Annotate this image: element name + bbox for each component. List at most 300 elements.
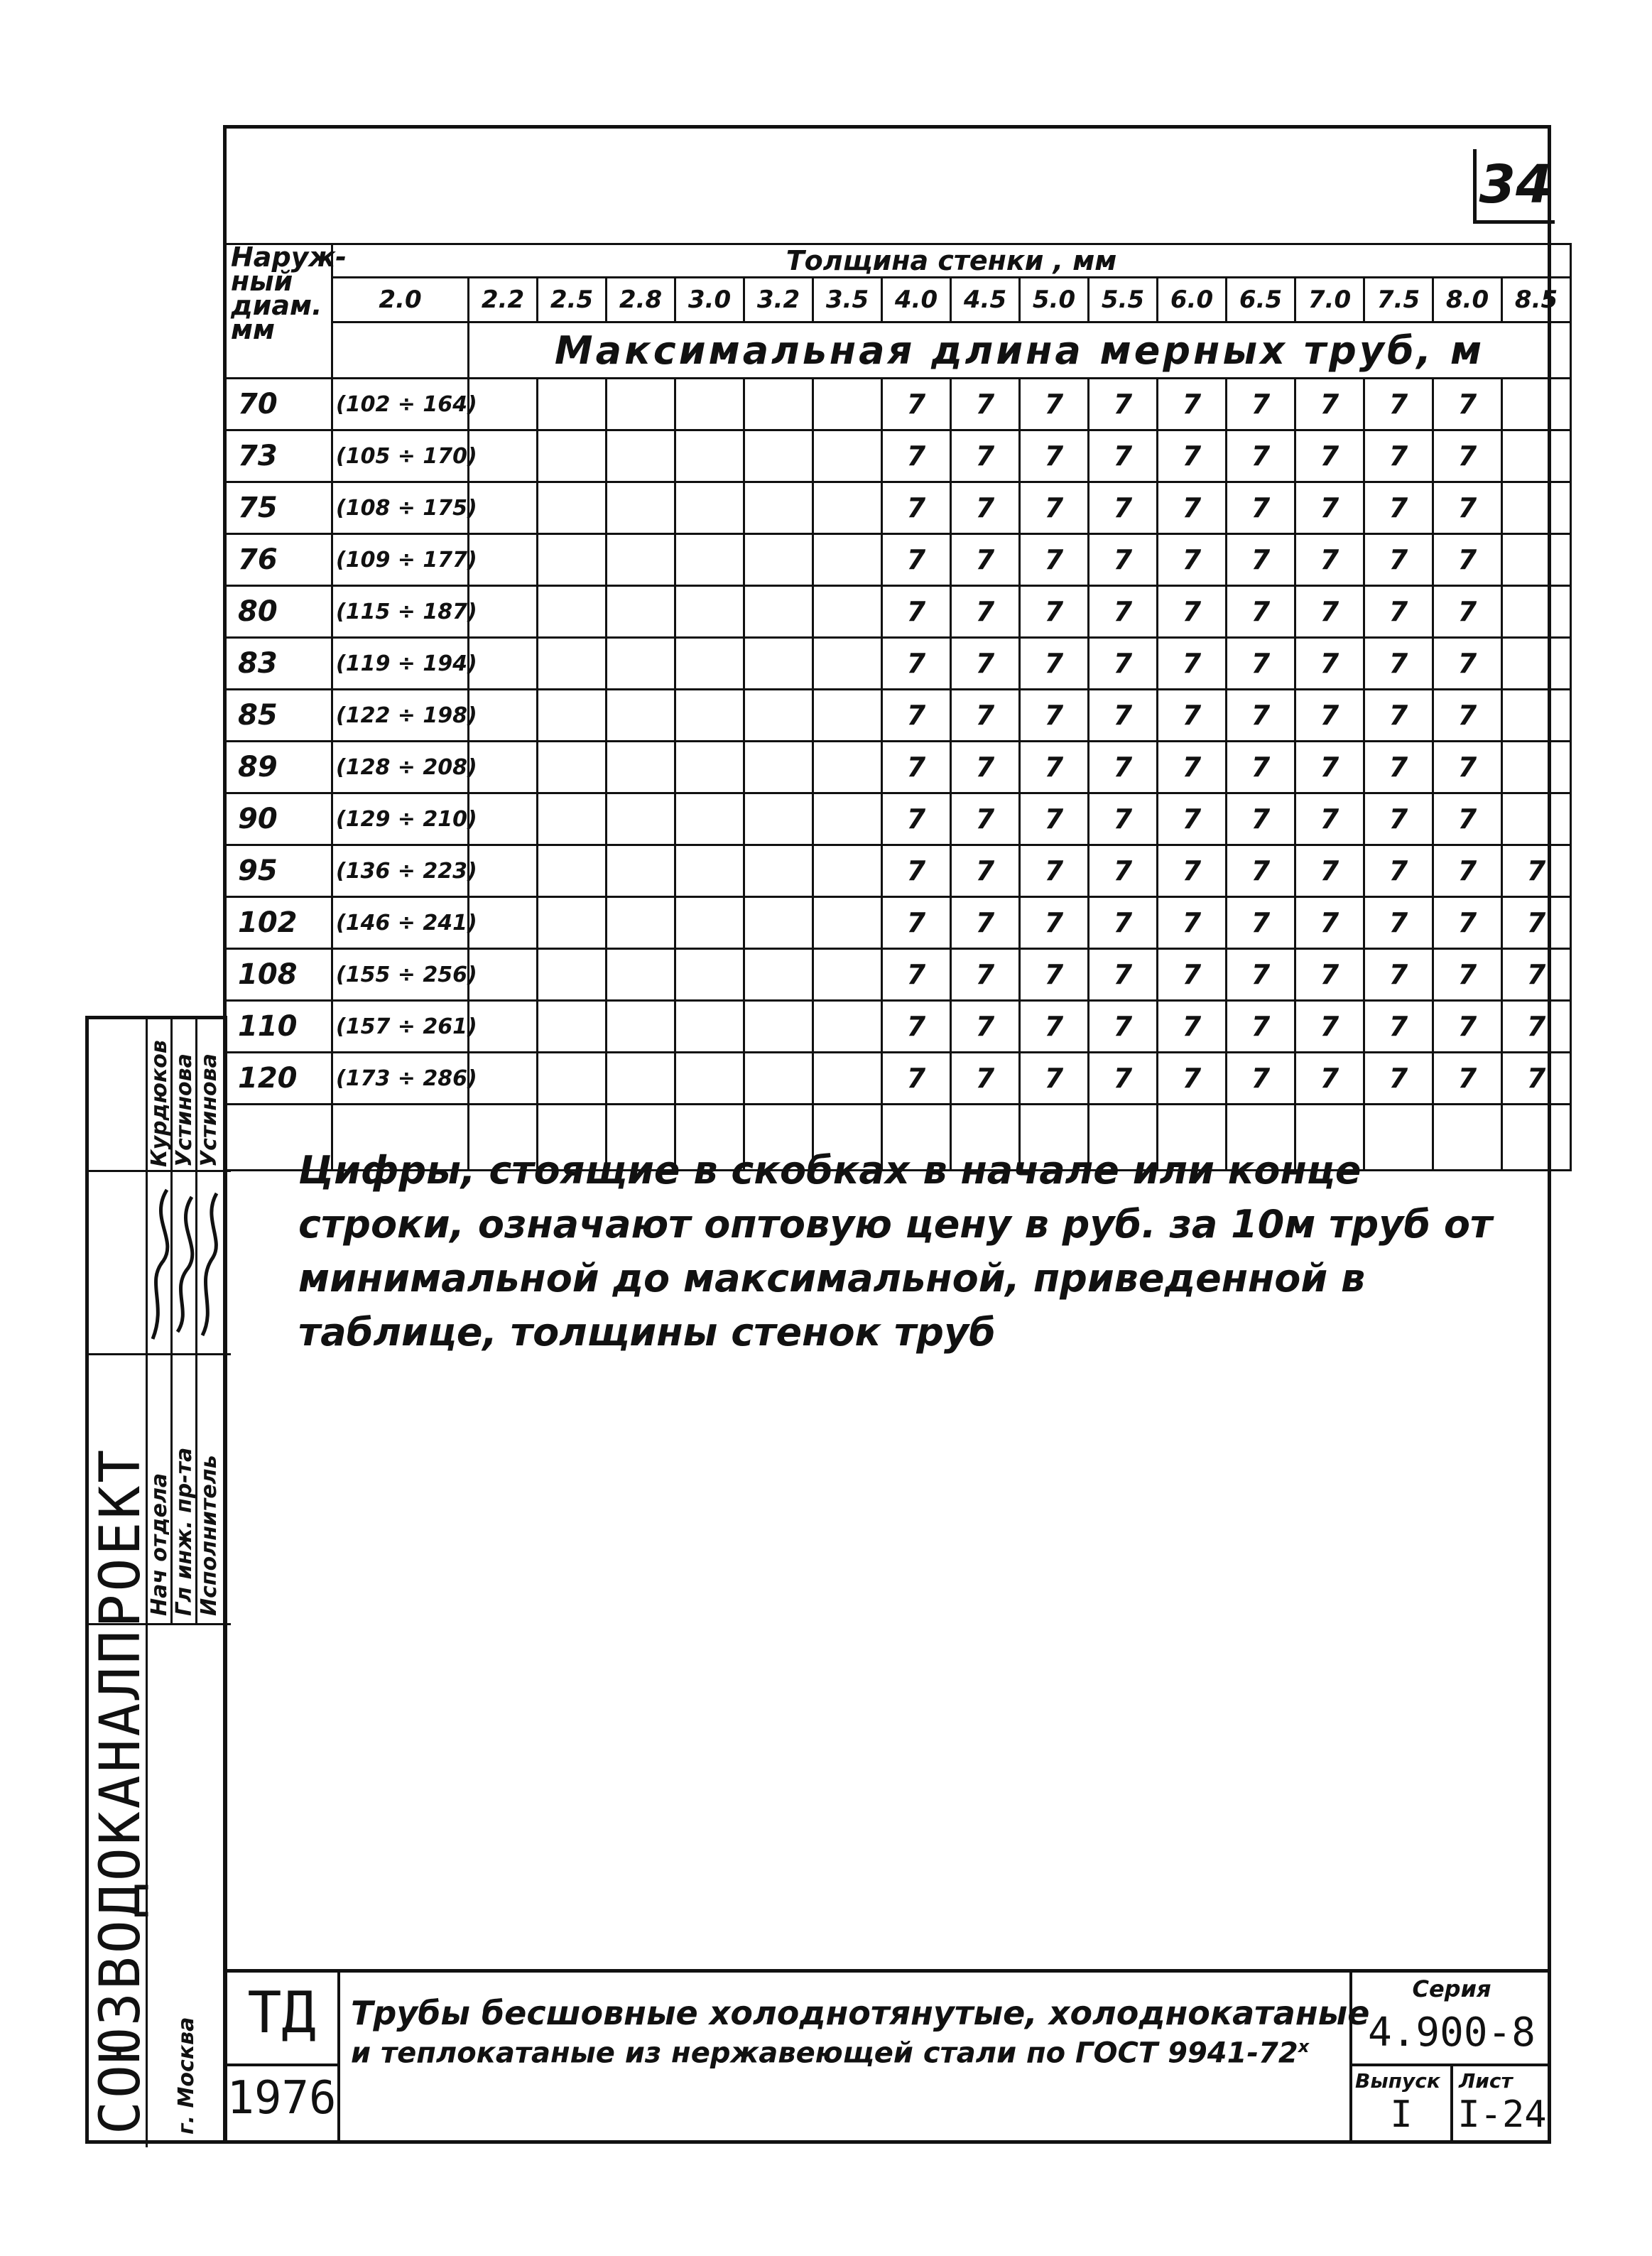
price-note: Цифры, стоящие в скобках в начале или конце строки, означают оптовую цену в руб. за 10м труб от минимальной до максимальной, приведенной в таблице, толщины стенок труб [298,1148,1493,1355]
max-length-cell: 7 [951,482,1020,534]
diameter-cell: 95 [224,845,332,897]
max-length-cell: 7 [1364,430,1433,482]
max-length-cell: 7 [1020,1053,1089,1105]
max-length-cell: 7 [1158,430,1227,482]
thickness-header-cell: 7.0 [1295,278,1364,322]
price-range-cell: (119 ÷ 194) [332,638,469,690]
max-length-cell [1502,430,1571,482]
max-length-cell: 7 [1089,379,1158,430]
name-2: Устинова [172,1053,197,1167]
max-length-cell: 7 [951,845,1020,897]
title-block [223,1969,1551,2144]
max-length-cell: 7 [951,1001,1020,1053]
empty-cell [744,534,813,586]
empty-cell [469,586,538,638]
max-length-cell: 7 [1158,793,1227,845]
max-length-cell: 7 [1364,1053,1433,1105]
max-length-cell: 7 [1295,638,1364,690]
empty-cell [813,1001,882,1053]
empty-cell [538,949,607,1001]
max-length-cell: 7 [1295,586,1364,638]
empty-cell [607,845,675,897]
empty-cell [744,1053,813,1105]
price-range-cell: (122 ÷ 198) [332,690,469,742]
max-length-cell: 7 [1433,1053,1502,1105]
max-length-cell: 7 [1158,742,1227,793]
table-row [224,949,1571,1001]
max-length-cell: 7 [1020,690,1089,742]
empty-cell [469,638,538,690]
max-length-cell: 7 [1020,793,1089,845]
table-row [224,482,1571,534]
max-length-cell: 7 [1089,534,1158,586]
max-length-cell: 7 [1089,897,1158,949]
empty-cell [607,430,675,482]
empty-cell [538,1001,607,1053]
max-length-cell: 7 [1364,534,1433,586]
max-length-cell: 7 [1227,690,1295,742]
max-length-cell: 7 [951,430,1020,482]
max-length-cell [1502,742,1571,793]
max-length-cell: 7 [1433,430,1502,482]
empty-cell [675,793,744,845]
empty-cell [675,430,744,482]
max-length-cell: 7 [951,1053,1020,1105]
table-row [224,845,1571,897]
max-length-cell: 7 [1364,949,1433,1001]
max-length-cell: 7 [1089,586,1158,638]
diameter-cell: 89 [224,742,332,793]
empty-cell [469,1053,538,1105]
table-row [224,897,1571,949]
max-length-cell: 7 [1502,1053,1571,1105]
max-length-cell: 7 [1089,1053,1158,1105]
empty-cell [813,1053,882,1105]
max-length-cell: 7 [1158,534,1227,586]
max-length-cell: 7 [951,949,1020,1001]
thickness-header-cell: 2.2 [469,278,538,322]
max-length-cell: 7 [1227,534,1295,586]
table-row [224,379,1571,430]
max-length-cell: 7 [1089,482,1158,534]
issue-value: I [1390,2093,1413,2136]
empty-cell [469,897,538,949]
role-3: Исполнитель [197,1455,222,1616]
max-length-cell: 7 [1364,638,1433,690]
max-length-cell: 7 [1433,897,1502,949]
empty-header-cell [332,322,469,379]
empty-cell [744,897,813,949]
max-length-cell: 7 [1433,534,1502,586]
thickness-header-cell: 8.5 [1502,278,1571,322]
max-length-cell: 7 [1227,379,1295,430]
empty-cell [469,534,538,586]
empty-cell [813,379,882,430]
price-range-cell: (108 ÷ 175) [332,482,469,534]
empty-cell [813,949,882,1001]
empty-cell [538,793,607,845]
max-length-cell: 7 [1020,482,1089,534]
max-length-cell: 7 [1433,845,1502,897]
max-length-cell: 7 [1502,949,1571,1001]
max-length-cell: 7 [882,897,951,949]
empty-cell [675,742,744,793]
title-mark: x [1298,2037,1310,2056]
max-length-cell: 7 [1227,1001,1295,1053]
pipe-length-table [223,243,1572,1171]
empty-cell [813,430,882,482]
empty-cell [607,379,675,430]
max-length-cell: 7 [1227,897,1295,949]
max-length-cell: 7 [882,638,951,690]
empty-cell [607,793,675,845]
max-length-cell: 7 [882,379,951,430]
price-range-cell: (157 ÷ 261) [332,1001,469,1053]
max-length-cell: 7 [1089,1001,1158,1053]
diameter-cell: 108 [224,949,332,1001]
price-range-cell: (173 ÷ 286) [332,1053,469,1105]
empty-cell [538,430,607,482]
max-length-cell: 7 [882,430,951,482]
left-stamp [85,1016,227,2144]
max-length-cell: 7 [1227,586,1295,638]
thickness-header-cell: 2.5 [538,278,607,322]
max-length-cell: 7 [1295,1053,1364,1105]
table-row [224,1001,1571,1053]
max-length-cell: 7 [1433,793,1502,845]
max-length-cell: 7 [1364,897,1433,949]
max-length-cell: 7 [1227,638,1295,690]
max-length-cell: 7 [951,586,1020,638]
empty-cell [538,638,607,690]
empty-cell [744,845,813,897]
max-length-cell: 7 [1158,638,1227,690]
empty-cell [813,897,882,949]
max-length-cell: 7 [1227,742,1295,793]
max-length-cell: 7 [1295,949,1364,1001]
diameter-cell: 120 [224,1053,332,1105]
max-length-cell: 7 [1364,482,1433,534]
max-length-cell: 7 [1502,1001,1571,1053]
empty-cell [744,638,813,690]
thickness-header-cell: 4.5 [951,278,1020,322]
city: г. Москва [174,2017,199,2135]
empty-cell [675,586,744,638]
empty-cell [469,430,538,482]
max-length-cell: 7 [1020,379,1089,430]
max-length-cell: 7 [1433,1001,1502,1053]
max-length-cell: 7 [882,482,951,534]
table-row [224,742,1571,793]
max-length-cell: 7 [1089,430,1158,482]
max-length-cell: 7 [1089,742,1158,793]
max-length-cell: 7 [1364,742,1433,793]
max-length-cell: 7 [1158,690,1227,742]
empty-cell [675,949,744,1001]
max-length-cell: 7 [1158,897,1227,949]
thickness-header-cell: 5.5 [1089,278,1158,322]
diameter-header: Наруж-ный диам. мм [224,244,332,379]
empty-cell [538,845,607,897]
empty-cell [538,897,607,949]
empty-cell [675,534,744,586]
max-length-cell: 7 [1020,638,1089,690]
empty-cell [813,742,882,793]
empty-cell [813,793,882,845]
thickness-header-cell: 2.0 [332,278,469,322]
max-length-cell: 7 [1295,1001,1364,1053]
table-row [224,586,1571,638]
empty-cell [744,1001,813,1053]
series-value: 4.900-8 [1367,2010,1536,2056]
max-length-cell: 7 [1020,845,1089,897]
max-length-cell: 7 [1089,949,1158,1001]
max-length-cell: 7 [1158,845,1227,897]
empty-cell [469,793,538,845]
table-row [224,430,1571,482]
max-length-cell [1502,482,1571,534]
table-row [224,534,1571,586]
empty-cell [538,586,607,638]
title-line-2-text: и теплокатаные из нержавеющей стали по ГОСТ 9941-72 [351,2037,1298,2070]
max-length-cell [1502,586,1571,638]
empty-cell [675,638,744,690]
max-length-cell: 7 [1433,586,1502,638]
max-length-cell: 7 [882,1053,951,1105]
empty-cell [675,690,744,742]
empty-cell [607,1001,675,1053]
max-length-cell: 7 [1295,482,1364,534]
empty-cell [744,430,813,482]
table-row [224,690,1571,742]
thickness-header-cell: 6.5 [1227,278,1295,322]
max-length-cell: 7 [1020,949,1089,1001]
table-row [224,793,1571,845]
max-length-cell: 7 [1364,1001,1433,1053]
max-length-cell: 7 [1295,534,1364,586]
empty-cell [607,690,675,742]
empty-cell [607,638,675,690]
max-length-cell: 7 [1364,845,1433,897]
table-row [224,638,1571,690]
wall-thickness-header: Толщина стенки , мм [332,244,1571,278]
max-length-cell: 7 [1502,897,1571,949]
empty-cell [607,742,675,793]
max-length-cell: 7 [1158,482,1227,534]
thickness-header-cell: 6.0 [1158,278,1227,322]
max-length-cell: 7 [1433,638,1502,690]
price-range-cell: (146 ÷ 241) [332,897,469,949]
organization-name: СОЮЗВОДОКАНАЛПРОЕКТ [89,1446,153,2135]
max-length-cell: 7 [1020,586,1089,638]
max-length-cell: 7 [1020,430,1089,482]
diameter-cell: 73 [224,430,332,482]
max-length-cell: 7 [1020,742,1089,793]
max-length-cell: 7 [1433,742,1502,793]
empty-cell [538,1053,607,1105]
max-length-cell: 7 [1089,638,1158,690]
diameter-cell: 110 [224,1001,332,1053]
issue-label: Выпуск [1355,2069,1440,2093]
max-length-cell: 7 [1158,1053,1227,1105]
max-length-cell [1502,638,1571,690]
thickness-header-cell: 8.0 [1433,278,1502,322]
diameter-cell: 102 [224,897,332,949]
empty-cell [744,586,813,638]
price-range-cell: (109 ÷ 177) [332,534,469,586]
max-length-cell: 7 [1227,949,1295,1001]
empty-cell [538,690,607,742]
thickness-header-cell: 3.5 [813,278,882,322]
empty-cell [607,482,675,534]
max-length-cell: 7 [951,793,1020,845]
max-length-cell: 7 [1295,897,1364,949]
diameter-cell: 90 [224,793,332,845]
thickness-header-cell: 5.0 [1020,278,1089,322]
empty-cell [813,638,882,690]
max-length-cell: 7 [1089,793,1158,845]
max-length-cell: 7 [1227,430,1295,482]
role-2: Гл инж. пр-та [172,1447,197,1616]
max-length-cell: 7 [1158,586,1227,638]
max-length-cell: 7 [951,897,1020,949]
max-length-cell: 7 [1502,845,1571,897]
max-length-cell: 7 [1020,1001,1089,1053]
price-range-cell: (136 ÷ 223) [332,845,469,897]
empty-cell [607,586,675,638]
diameter-cell: 80 [224,586,332,638]
max-length-cell: 7 [1158,379,1227,430]
empty-cell [469,379,538,430]
price-range-cell: (129 ÷ 210) [332,793,469,845]
max-length-cell: 7 [1433,949,1502,1001]
empty-cell [675,482,744,534]
max-length-cell [1502,690,1571,742]
max-length-cell: 7 [1227,793,1295,845]
price-range-cell: (102 ÷ 164) [332,379,469,430]
empty-cell [813,845,882,897]
empty-cell [813,586,882,638]
max-length-cell: 7 [882,1001,951,1053]
empty-cell [813,534,882,586]
empty-cell [744,379,813,430]
sheet-label: Лист [1459,2069,1513,2093]
max-length-cell: 7 [1364,379,1433,430]
empty-cell [813,690,882,742]
empty-cell [675,1001,744,1053]
empty-cell [538,534,607,586]
max-length-cell: 7 [1295,742,1364,793]
max-length-cell: 7 [1364,586,1433,638]
name-1: Курдюков [147,1040,172,1167]
max-length-cell: 7 [882,534,951,586]
max-length-cell: 7 [951,690,1020,742]
empty-cell [469,1001,538,1053]
title-line-2 [351,2037,1309,2069]
empty-cell [469,845,538,897]
max-length-cell: 7 [951,379,1020,430]
empty-cell [813,482,882,534]
code: ТД [247,1980,316,2046]
max-length-cell: 7 [1295,793,1364,845]
max-length-cell: 7 [882,845,951,897]
empty-cell [744,793,813,845]
empty-cell [675,897,744,949]
diameter-cell: 75 [224,482,332,534]
empty-cell [607,897,675,949]
signatures [146,1176,231,1346]
max-length-cell [1502,793,1571,845]
role-1: Нач отдела [147,1473,172,1616]
empty-cell [744,949,813,1001]
max-length-cell: 7 [1433,379,1502,430]
max-length-cell: 7 [1020,897,1089,949]
empty-cell [538,742,607,793]
max-length-cell: 7 [882,949,951,1001]
diameter-cell: 83 [224,638,332,690]
max-length-cell [1502,379,1571,430]
max-length-cell: 7 [1295,430,1364,482]
price-range-cell: (128 ÷ 208) [332,742,469,793]
diameter-cell: 70 [224,379,332,430]
max-length-cell: 7 [951,534,1020,586]
max-length-cell: 7 [1433,690,1502,742]
max-length-cell: 7 [1089,690,1158,742]
max-length-cell: 7 [882,586,951,638]
empty-cell [675,1053,744,1105]
max-length-cell: 7 [1295,845,1364,897]
price-range-cell: (155 ÷ 256) [332,949,469,1001]
empty-cell [538,482,607,534]
table-row [224,1053,1571,1105]
diameter-cell: 85 [224,690,332,742]
max-length-cell: 7 [882,793,951,845]
max-length-cell: 7 [951,638,1020,690]
max-length-cell [1502,534,1571,586]
empty-cell [469,690,538,742]
thickness-header-cell: 3.2 [744,278,813,322]
diameter-cell: 76 [224,534,332,586]
price-range-cell: (115 ÷ 187) [332,586,469,638]
max-length-cell: 7 [1364,690,1433,742]
max-length-cell: 7 [1227,845,1295,897]
sheet-number: 34 [1473,149,1555,224]
price-range-cell: (105 ÷ 170) [332,430,469,482]
series-label: Серия [1412,1975,1491,2002]
empty-cell [744,690,813,742]
max-length-cell: 7 [1295,379,1364,430]
empty-cell [607,1053,675,1105]
year: 1976 [227,2072,337,2125]
max-length-cell: 7 [1295,690,1364,742]
empty-cell [675,379,744,430]
max-length-cell: 7 [1020,534,1089,586]
empty-cell [675,845,744,897]
empty-cell [744,482,813,534]
max-length-cell: 7 [1227,482,1295,534]
empty-cell [469,949,538,1001]
empty-cell [744,742,813,793]
max-length-cell: 7 [1158,1001,1227,1053]
name-3: Устинова [197,1053,222,1167]
sheet-value: I-24 [1457,2093,1547,2136]
max-length-cell: 7 [951,742,1020,793]
max-length-cell: 7 [1364,793,1433,845]
empty-cell [607,534,675,586]
max-length-header: Максимальная длина мерных труб, м [469,322,1571,379]
empty-cell [607,949,675,1001]
thickness-header-cell: 3.0 [675,278,744,322]
